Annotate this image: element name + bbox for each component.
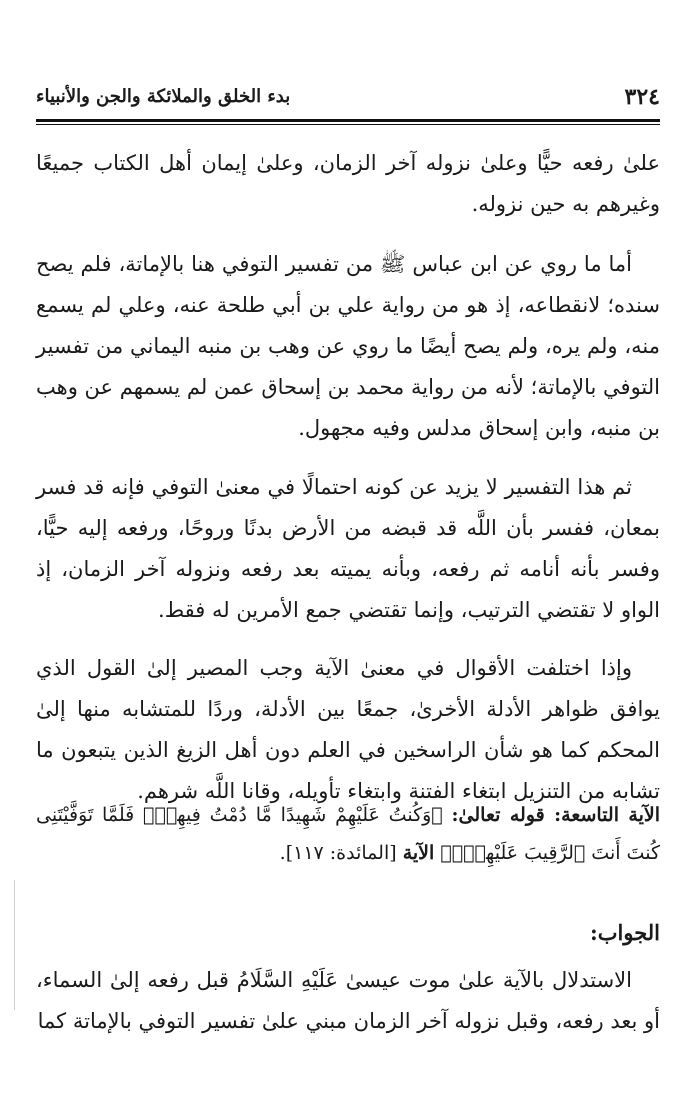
verse-reference: [المائدة: ١١٧]. [279,842,397,864]
answer-heading: الجواب: [590,920,660,945]
margin-line [14,880,15,1010]
page-number: ٣٢٤ [624,84,660,110]
header-rule-thin [36,124,660,125]
verse-suffix-label: الآية [402,842,435,864]
verse-block [36,796,660,872]
header-rule-thick [36,119,660,122]
answer-paragraph: الاستدلال بالآية علىٰ موت عيسىٰ عَلَيْهِ السَّلَامُ قبل رفعه إلىٰ السماء، أو بعد رفعه، وقبل نزوله آخر الزمان مبني علىٰ تفسير التوفي بالإماتة كما [36,968,660,1033]
paragraph-1: علىٰ رفعه حيًّا وعلىٰ نزوله آخر الزمان، وعلىٰ إيمان أهل الكتاب جميعًا وغيرهم به حين نزوله. [36,151,660,216]
page-header [36,84,660,114]
paragraph-3: ثم هذا التفسير لا يزيد عن كونه احتمالًا في معنىٰ التوفي فإنه قد فسر بمعان، ففسر بأن اللَّه قد قبضه من الأرض بدنًا وروحًا، ورفعه إليه حيًّا، وفسر بأنه أنامه ثم رفعه، وبأنه يميته بعد رفعه ونزوله آخر الزمان، إذ الواو لا تقتضي الترتيب، وإنما تقتضي جمع الأمرين له فقط. [36,475,660,622]
paragraph-2: أما ما روي عن ابن عباس ﷺ من تفسير التوفي هنا بالإماتة، فلم يصح سنده؛ لانقطاعه، إذ هو من رواية علي بن أبي طلحة عنه، وعلي لم يسمع منه، ولم يره، ولم يصح أيضًا ما روي عن وهب بن منبه اليماني من تفسير التوفي بالإماتة؛ لأنه من رواية محمد بن إسحاق عمن لم يسمهم عن وهب بن منبه، وابن إسحاق مدلس وفيه مجهول. [36,252,660,440]
paragraph-4: وإذا اختلفت الأقوال في معنىٰ الآية وجب المصير إلىٰ القول الذي يوافق ظواهر الأدلة الأخرىٰ، جمعًا بين الأدلة، وردًا للمتشابه منها إلىٰ المحكم كما هو شأن الراسخين في العلم دون أهل الزيغ الذين يتبعون ما تشابه من التنزيل ابتغاء الفتنة وابتغاء تأويله، وقانا اللَّه شرهم. [36,656,660,803]
verse-text: ﴿وَكُنتُ عَلَيْهِمْ شَهِيدًا مَّا دُمْتُ فِيهِمْۖ فَلَمَّا تَوَفَّيْتَنِى كُنتَ أَنتَ ٱلرَّقِيبَ عَلَيْهِمْۚ﴾ [36,804,660,864]
verse-label: الآية التاسعة: قوله تعالىٰ: [451,804,660,826]
running-title: بدء الخلق والملائكة والجن والأنبياء [36,86,291,107]
